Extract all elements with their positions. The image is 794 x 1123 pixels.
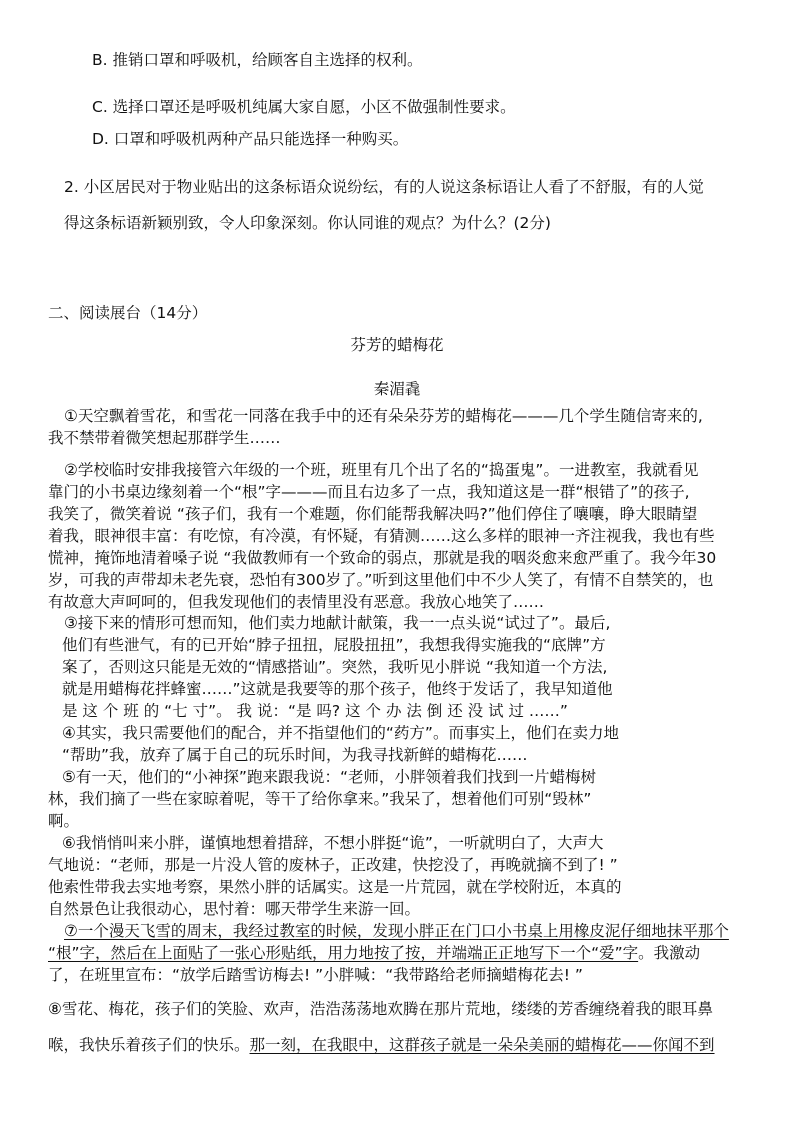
- paragraph-2-line: 有故意大声呵呵的，但我发现他们的表情里没有恶意。我放心地笑了……: [48, 593, 545, 611]
- paragraph-2-line: 慌神，掩饰地清着嗓子说 “我做教师有一个致命的弱点，那就是我的咽炎愈来愈严重了。我今年30: [48, 549, 717, 567]
- paragraph-1-line: 我不禁带着微笑想起那群学生……: [48, 429, 281, 447]
- paragraph-2-line: 我笑了，微笑着说 “孩子们，我有一个难题，你们能帮我解决吗?”他们停住了嚷嚷，睁大眼睛望: [48, 505, 698, 523]
- article-author: 秦湄毳: [373, 380, 421, 398]
- paragraph-2-line: 着我，眼神很丰富：有吃惊，有冷漠，有怀疑，有猜测……这么多样的眼神一齐注视我，我也有些: [48, 527, 715, 545]
- paragraph-3-line: 就是用蜡梅花拌蜂蜜……”这就是我要等的那个孩子，他终于发话了，我早知道他: [62, 680, 613, 698]
- option-b: B. 推销口罩和呼吸机，给顾客自主选择的权利。: [92, 51, 423, 69]
- option-d: D. 口罩和呼吸机两种产品只能选择一种购买。: [92, 130, 409, 148]
- paragraph-6-line: 他索性带我去实地考察，果然小胖的话属实。这是一片荒园，就在学校附近，本真的: [48, 878, 622, 896]
- paragraph-8-line: [48, 1034, 715, 1056]
- paragraph-8-plain-span: 喉，我快乐着孩子们的快乐。: [48, 1036, 250, 1054]
- paragraph-6-line: ⑥我悄悄叫来小胖，谨慎地想着措辞，不想小胖挺“诡”，一听就明白了，大声大: [62, 834, 604, 852]
- paragraph-8-line: ⑧雪花、梅花，孩子们的笑脸、欢声，浩浩荡荡地欢腾在那片荒地，缕缕的芳香缠绕着我的眼耳鼻: [48, 1000, 713, 1018]
- paragraph-3-line: 他们有些泄气，有的已开始“脖子扭扭，屁股扭扭”，我想我得实施我的“底牌”方: [62, 636, 606, 654]
- article-title: 芬芳的蜡梅花: [350, 336, 444, 354]
- paragraph-7-plain-span: 。我激动: [638, 944, 701, 962]
- paragraph-2-line: ②学校临时安排我接管六年级的一个班，班里有几个出了名的“捣蛋鬼”。一进教室，我就看见: [64, 461, 699, 479]
- paragraph-3-line: ③接下来的情形可想而知，他们卖力地献计献策，我一一点头说“试过了”。最后,: [64, 614, 611, 632]
- paragraph-6-line: 气地说：“老师，那是一片没人管的废林子，正改建，快挖没了，再晚就摘不到了! ”: [48, 856, 618, 874]
- paragraph-4-line: ④其实，我只需要他们的配合，并不指望他们的“药方”。而事实上，他们在卖力地: [62, 724, 619, 742]
- option-c: C. 选择口罩还是呼吸机纯属大家自愿，小区不做强制性要求。: [92, 98, 516, 116]
- paragraph-4-line: “帮助”我，放弃了属于自己的玩乐时间，为我寻找新鲜的蜡梅花……: [62, 746, 528, 764]
- paragraph-1-line: ①天空飘着雪花，和雪花一同落在我手中的还有朵朵芬芳的蜡梅花———几个学生随信寄来的,: [64, 407, 703, 425]
- paragraph-5-line: 啊。: [48, 812, 80, 830]
- paragraph-5-line: 林，我们摘了一些在家晾着呢，等干了给你拿来。”我呆了，想着他们可别“毁林”: [48, 790, 592, 808]
- paragraph-2-line: 靠门的小书桌边缘刻着一个“根”字———而且右边多了一点，我知道这是一群“根错了”的孩子,: [48, 483, 690, 501]
- section-heading: 二、阅读展台（14分）: [48, 304, 208, 322]
- paragraph-7-line: [48, 942, 700, 964]
- paragraph-6-line: 自然景色让我很动心，思忖着：哪天带学生来游一回。: [48, 900, 421, 918]
- paragraph-5-line: ⑤有一天，他们的“小神探”跑来跟我说：“老师，小胖领着我们找到一片蜡梅树: [62, 768, 596, 786]
- paragraph-8-underlined-span: 那一刻，在我眼中，这群孩子就是一朵朵美丽的蜡梅花——你闻不到: [249, 1036, 715, 1054]
- paragraph-7-line: 了，在班里宣布：“放学后踏雪访梅去! ”小胖喊：“我带路给老师摘蜡梅花去! ”: [48, 966, 583, 984]
- paragraph-2-line: 岁，可我的声带却未老先衰，恐怕有300岁了。”听到这里他们中不少人笑了，有情不自禁笑的，也: [48, 571, 714, 589]
- paragraph-7-underlined-line: ⑦一个漫天飞雪的周末，我经过教室的时候，发现小胖正在门口小书桌上用橡皮泥仔细地抹平那个: [64, 922, 729, 940]
- paragraph-3-line: 是 这 个 班 的 “七 寸”。 我 说：“是 吗? 这 个 办 法 倒 还 没 试 过 ……”: [62, 702, 568, 720]
- paragraph-3-line: 案了，否则这只能是无效的“情感搭讪”。突然，我听见小胖说 “我知道一个方法,: [62, 658, 608, 676]
- question-2-line-1: 2. 小区居民对于物业贴出的这条标语众说纷纭，有的人说这条标语让人看了不舒服，有的人觉: [64, 178, 704, 196]
- question-2-line-2: 得这条标语新颖别致，令人印象深刻。你认同谁的观点？为什么？(2分): [64, 214, 551, 232]
- paragraph-7-underlined-span: “根”字，然后在上面贴了一张心形贴纸，用力地按了按，并端端正正地写下一个“爱”字: [48, 944, 639, 962]
